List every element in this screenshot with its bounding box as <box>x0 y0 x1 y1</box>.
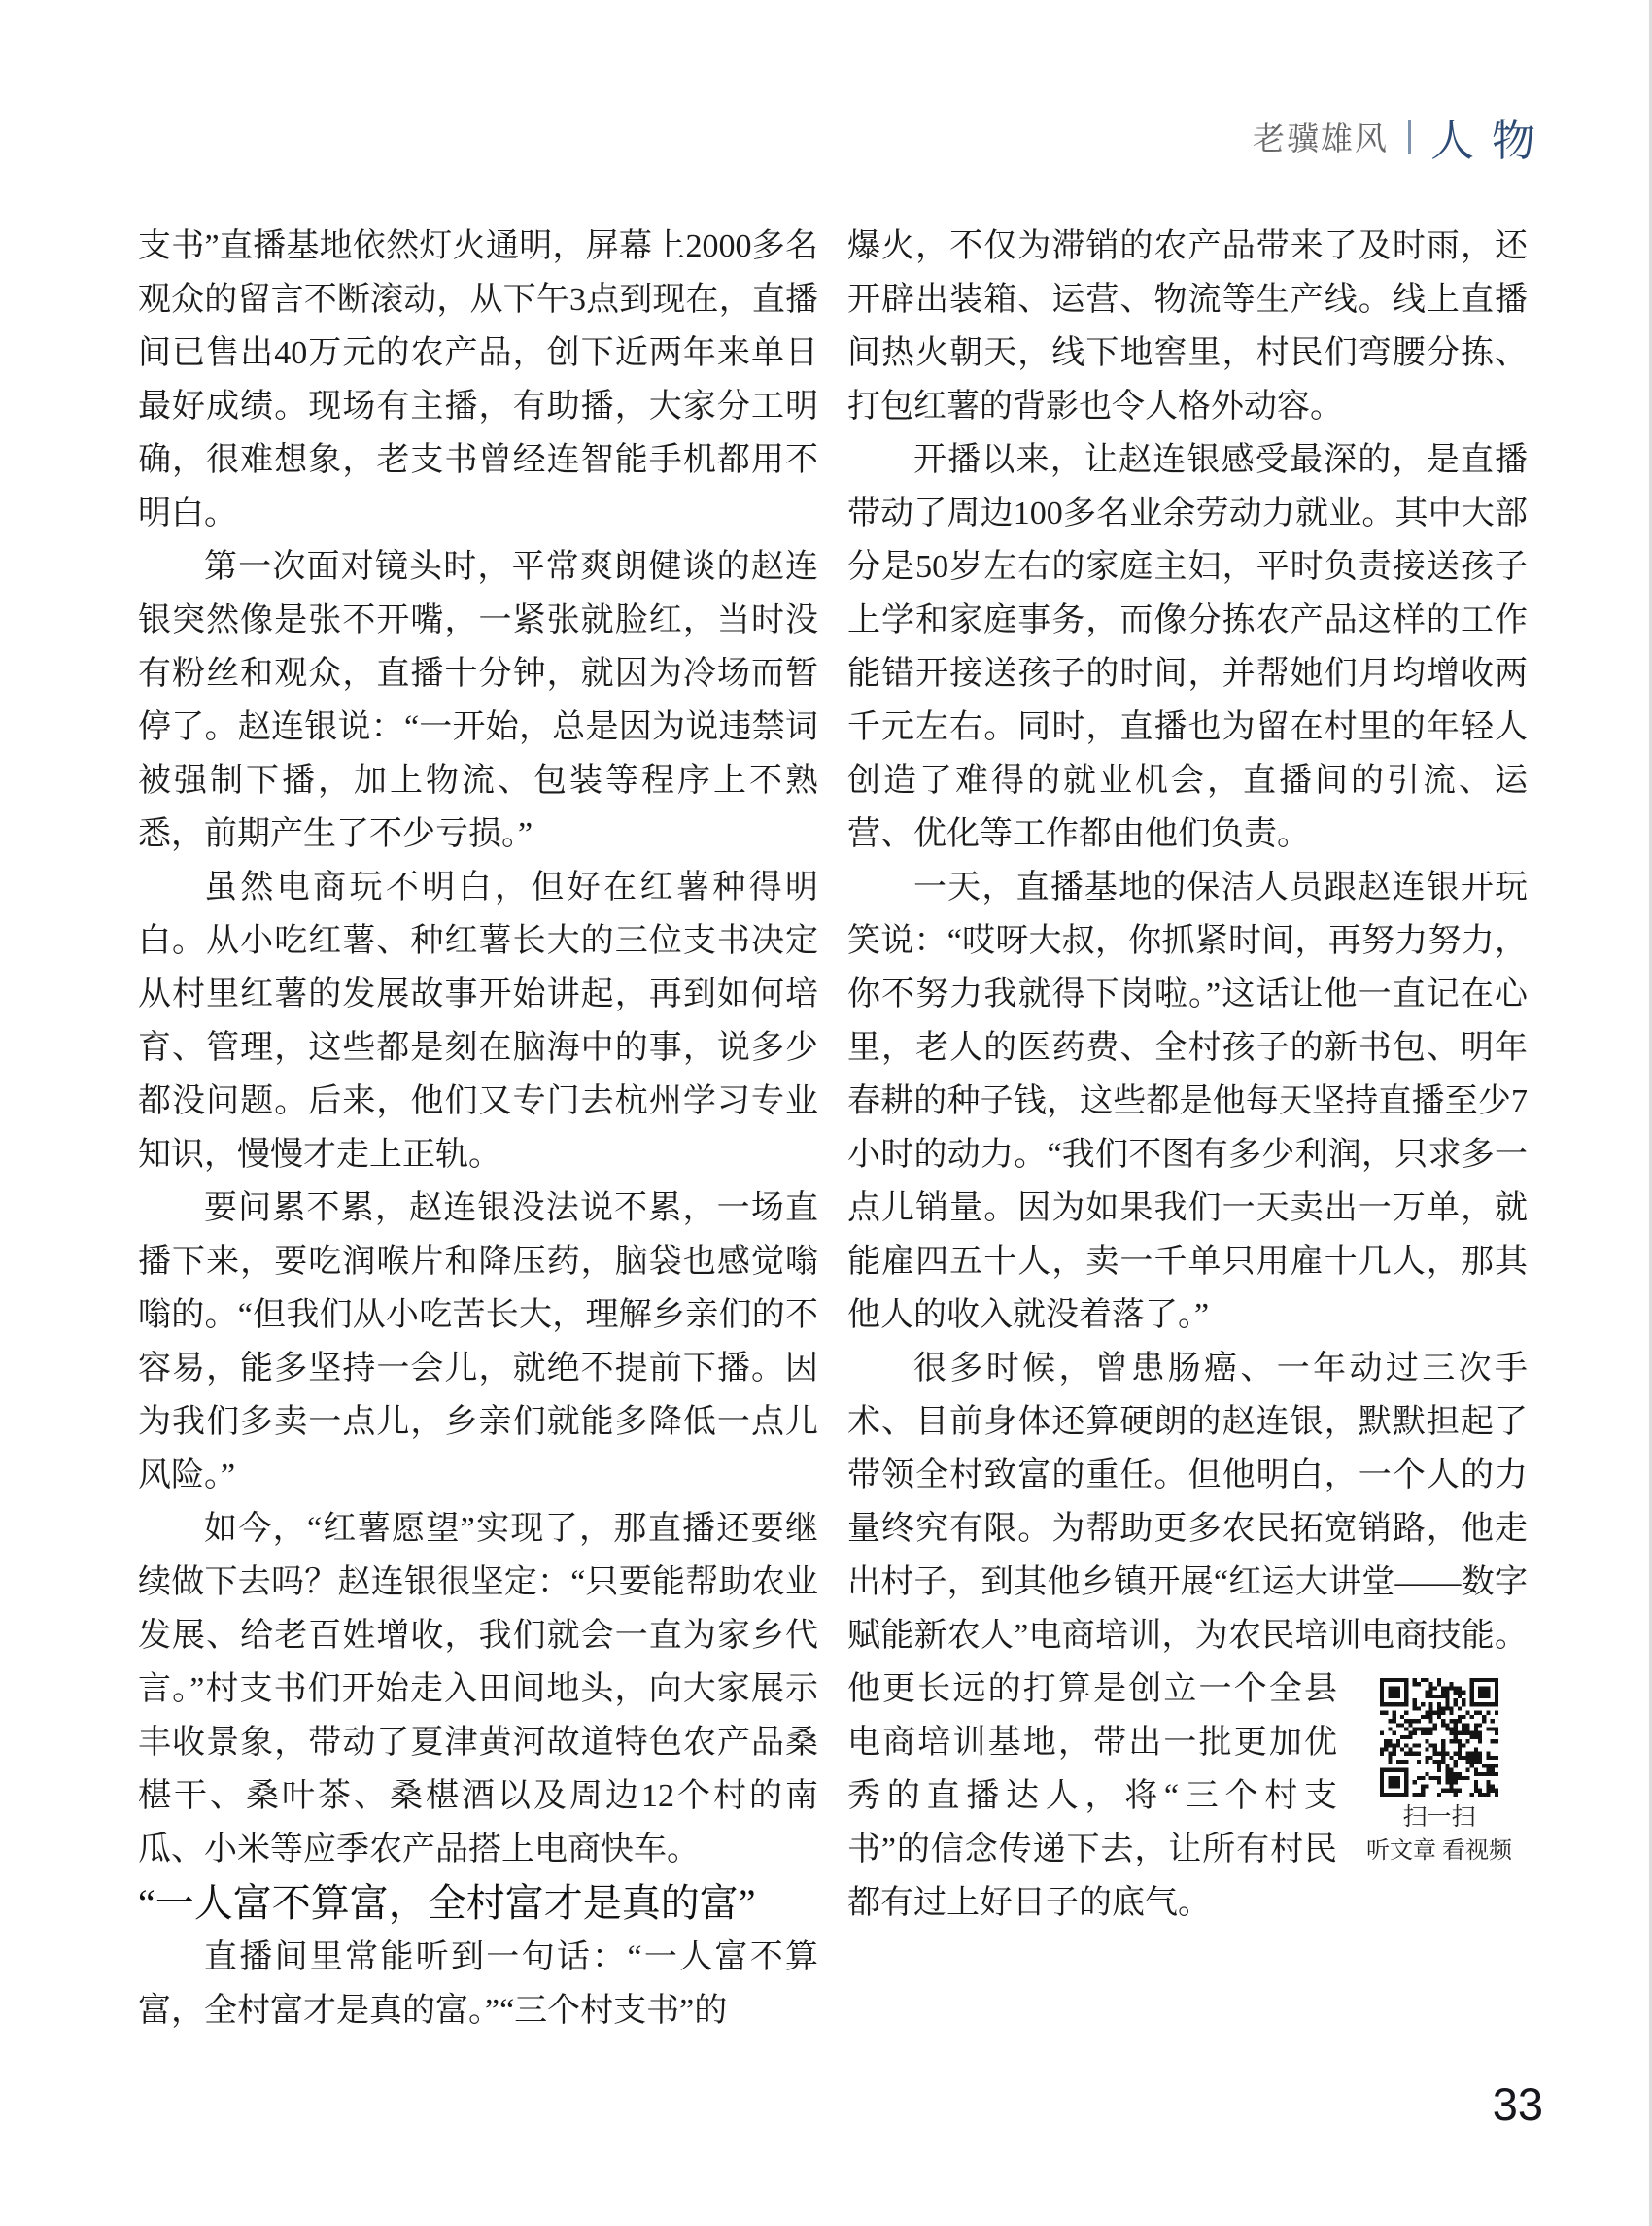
paragraph: 一天，直播基地的保洁人员跟赵连银开玩笑说：“哎呀大叔，你抓紧时间，再努力努力，你不努力我就得下岗啦。”这话让他一直记在心里，老人的医药费、全村孩子的新书包、明年春耕的种子钱，这些都是他每天坚持直播至少7小时的动力。“我们不图有多少利润，只求多一点儿销量。因为如果我们一天卖出一万单，就能雇四五十人，卖一千单只用雇十几人，那其他人的收入就没着落了。” <box>847 870 1528 1333</box>
paragraph: 爆火，不仅为滞销的农产品带来了及时雨，还开辟出装箱、运营、物流等生产线。线上直播间热火朝天，线下地窖里，村民们弯腰分拣、打包红薯的背影也令人格外动容。 <box>847 228 1528 425</box>
right-column <box>847 220 1528 2038</box>
qr-caption: 扫一扫 <box>1402 1804 1476 1831</box>
paragraph-text: 个全县电商培训基地，带出一批更加优秀的直播达人，将“三个村支书”的信念传递下去，让所有村民都有过上好日子的底气。 <box>847 1671 1338 1921</box>
qr-block <box>1351 1678 1528 1866</box>
paragraph: 虽然电商玩不明白，但好在红薯种得明白。从小吃红薯、种红薯长大的三位支书决定从村里红薯的发展故事开始讲起，再到如何培育、管理，这些都是刻在脑海中的事，说多少都没问题。后来，他们又专门去杭州学习专业知识，慢慢才走上正轨。 <box>138 870 818 1173</box>
running-head <box>1252 105 1553 168</box>
running-head-divider <box>1408 120 1411 154</box>
qr-code-icon <box>1380 1678 1498 1797</box>
running-head-category: 人物 <box>1429 117 1553 165</box>
paragraph: 直播间里常能听到一句话：“一人富不算富，全村富才是真的富。”“三个村支书”的 <box>138 1939 818 2029</box>
section-heading: “一人富不算富，全村富才是真的富” <box>138 1881 756 1925</box>
paragraph: 如今，“红薯愿望”实现了，那直播还要继续做下去吗？赵连银很坚定：“只要能帮助农业发展、给老百姓增收，我们就会一直为家乡代言。”村支书们开始走入田间地头，向大家展示丰收景象，带动了夏津黄河故道特色农产品桑椹干、桑叶茶、桑椹酒以及周边12个村的南瓜、小米等应季农产品搭上电商快车。 <box>138 1511 818 1867</box>
qr-caption-2: 听文章 看视频 <box>1366 1838 1512 1864</box>
paragraph-text: 很多时候，曾患肠癌、一年动过三次手术、目前身体还算硬朗的赵连银，默默担起了带领全村致富的重任。但他明白，一个人的力量终究有限。为帮助更多农民拓宽销路，他走出村子，到其他乡镇开展“红运大讲堂——数字赋能新农人”电商培训，为农民培训电商技能。他更长远的打算是创立一 <box>847 1351 1528 1707</box>
left-column <box>138 220 818 2038</box>
running-head-section-title: 老骥雄风 <box>1252 122 1389 157</box>
paragraph: 第一次面对镜头时，平常爽朗健谈的赵连银突然像是张不开嘴，一紧张就脸红，当时没有粉丝和观众，直播十分钟，就因为冷场而暂停了。赵连银说：“一开始，总是因为说违禁词被强制下播，加上物流、包装等程序上不熟悉，前期产生了不少亏损。” <box>138 549 818 852</box>
paragraph: 开播以来，让赵连银感受最深的，是直播带动了周边100多名业余劳动力就业。其中大部分是50岁左右的家庭主妇，平时负责接送孩子上学和家庭事务，而像分拣农产品这样的工作能错开接送孩子的时间，并帮她们月均增收两千元左右。同时，直播也为留在村里的年轻人创造了难得的就业机会，直播间的引流、运营、优化等工作都由他们负责。 <box>847 442 1528 852</box>
paragraph: 支书”直播基地依然灯火通明，屏幕上2000多名观众的留言不断滚动，从下午3点到现在，直播间已售出40万元的农产品，创下近两年来单日最好成绩。现场有主播，有助播，大家分工明确，很难想象，老支书曾经连智能手机都用不明白。 <box>138 228 818 531</box>
paragraph: 要问累不累，赵连银没法说不累，一场直播下来，要吃润喉片和降压药，脑袋也感觉嗡嗡的。“但我们从小吃苦长大，理解乡亲们的不容易，能多坚持一会儿，就绝不提前下播。因为我们多卖一点儿，乡亲们就能多降低一点儿风险。” <box>138 1190 818 1493</box>
paragraph <box>847 1342 1528 1930</box>
page-number: 33 <box>1492 2078 1543 2130</box>
article-columns <box>138 220 1528 2038</box>
